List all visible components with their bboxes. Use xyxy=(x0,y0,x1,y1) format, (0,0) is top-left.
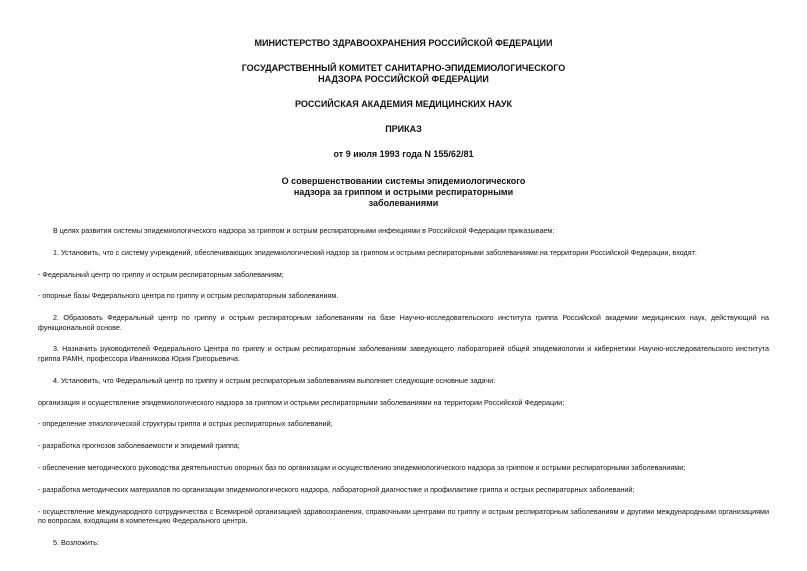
paragraph-item-1-bullet-2: - опорные базы Федерального центра по гриппу и острым респираторным заболеваниям. xyxy=(38,291,339,301)
paragraph-item-4: 4. Установить, что Федеральный центр по гриппу и острым респираторным заболеваниям выполняет следующие основные задачи: xyxy=(53,375,496,385)
order-subject-line-2: надзора за гриппом и острыми респираторными xyxy=(293,187,514,197)
paragraph-preamble: В целях развития системы эпидемиологического надзора за гриппом и острым респираторными инфекциями в Российской Федерации приказываем: xyxy=(53,226,555,235)
document-header xyxy=(38,38,769,209)
order-subject-line-1: О совершенствовании системы эпидемиологического xyxy=(281,176,526,186)
paragraph-item-1: 1. Установить, что с систему учреждений, обеспечивающих эпидемиологический надзор за гриппом и острыми респираторными заболеваниями на территории Российской Федерации, входят: xyxy=(53,247,697,257)
committee-title xyxy=(38,63,769,85)
paragraph-item-4-task-4: - обеспечение методического руководства деятельностью опорных баз по организации и осуществлению эпидемиологического надзора за гриппом и острыми респираторными заболеваниями; xyxy=(38,462,686,472)
committee-title-line-2: НАДЗОРА РОССИЙСКОЙ ФЕДЕРАЦИИ xyxy=(318,74,489,84)
paragraph-item-4-task-3: - разработка прогнозов заболеваемости и эпидемий гриппа; xyxy=(38,441,240,451)
paragraph-item-1-bullet-1: - Федеральный центр по гриппу и острым респираторным заболеваниям; xyxy=(38,269,284,279)
order-date-number: от 9 июля 1993 года N 155/62/81 xyxy=(333,149,474,159)
paragraph-item-4-task-5: - разработка методических материалов по организации эпидемиологического надзора, лабораторной диагностике и профилактике гриппа и острых респираторных заболеваний; xyxy=(38,484,635,494)
paragraph-item-4-task-1: организация и осуществление эпидемиологического надзора за гриппом и острыми респираторными заболеваниями на территории Российской Федерации; xyxy=(38,397,565,407)
order-title: ПРИКАЗ xyxy=(385,124,422,134)
order-subject xyxy=(38,176,769,209)
paragraph-item-5: 5. Возложить: xyxy=(53,537,99,547)
paragraph-item-4-task-6: - осуществление международного сотрудничества с Всемирной организацией здравоохранения, справочными центрами по гриппу и острым респираторным заболеваниям и другими международными организациями по вопросам, входящим в компетенцию Федерального центра. xyxy=(38,506,769,526)
document-body xyxy=(38,226,769,547)
paragraph-item-3: 3. Назначить руководителей Федерального Центра по гриппу и острым респираторным заболеваниям заведующего лабораторией общей эпидемиологии и кибернетики Научно-исследовательского института гриппа РАМН, профессора Иванникова Юрия Григорьевича. xyxy=(38,344,769,363)
committee-title-line-1: ГОСУДАРСТВЕННЫЙ КОМИТЕТ САНИТАРНО-ЭПИДЕМИОЛОГИЧЕСКОГО xyxy=(241,63,566,73)
ministry-title: МИНИСТЕРСТВО ЗДРАВООХРАНЕНИЯ РОССИЙСКОЙ ФЕДЕРАЦИИ xyxy=(254,38,553,48)
academy-title: РОССИЙСКАЯ АКАДЕМИЯ МЕДИЦИНСКИХ НАУК xyxy=(294,99,513,109)
paragraph-item-4-task-2: - определение этиологической структуры гриппа и острых респираторных заболеваний; xyxy=(38,419,333,429)
order-subject-line-3: заболеваниями xyxy=(368,198,439,208)
paragraph-item-2: 2. Образовать Федеральный центр по гриппу и острым респираторным заболеваниям на базе Научно-исследовательского института гриппа Российской академии медицинских наук, действующий на функциональной основе. xyxy=(38,313,769,332)
